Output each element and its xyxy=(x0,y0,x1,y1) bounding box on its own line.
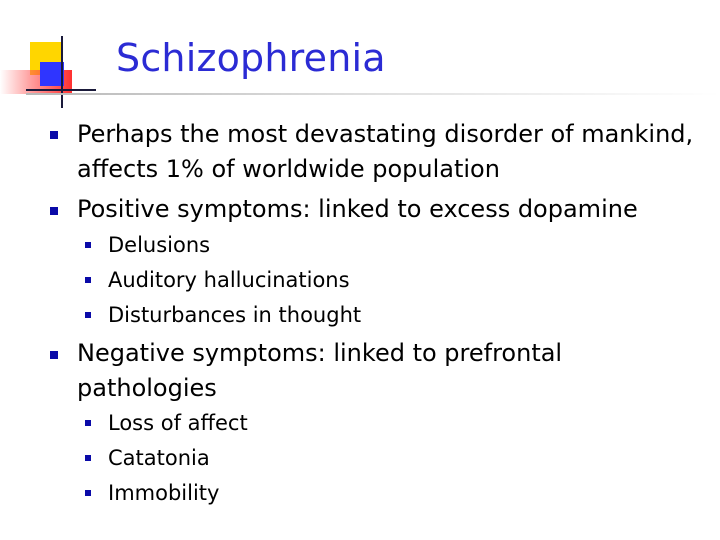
square-bullet-icon xyxy=(85,277,91,283)
square-bullet-icon xyxy=(50,131,58,139)
square-bullet-icon xyxy=(85,420,91,426)
sub-bullet-item: Auditory hallucinations xyxy=(108,268,350,292)
sub-bullet-item: Delusions xyxy=(108,233,211,257)
square-bullet-icon xyxy=(50,207,58,215)
sub-bullet-item: Immobility xyxy=(108,481,220,505)
bullet-item: Negative symptoms: linked to prefrontal pathologies xyxy=(77,339,563,402)
square-bullet-icon xyxy=(85,242,91,248)
square-bullet-icon xyxy=(85,490,91,496)
square-bullet-icon xyxy=(50,351,58,359)
square-bullet-icon xyxy=(85,455,91,461)
sub-bullet-item: Loss of affect xyxy=(108,411,248,435)
sub-bullet-item: Disturbances in thought xyxy=(108,303,362,327)
slide-title: Schizophrenia xyxy=(116,36,386,80)
square-bullet-icon xyxy=(85,312,91,318)
bullet-item: Positive symptoms: linked to excess dopamine xyxy=(77,195,638,223)
bullet-item: Perhaps the most devastating disorder of mankind, affects 1% of worldwide population xyxy=(77,120,694,183)
sub-bullet-item: Catatonia xyxy=(108,446,210,470)
